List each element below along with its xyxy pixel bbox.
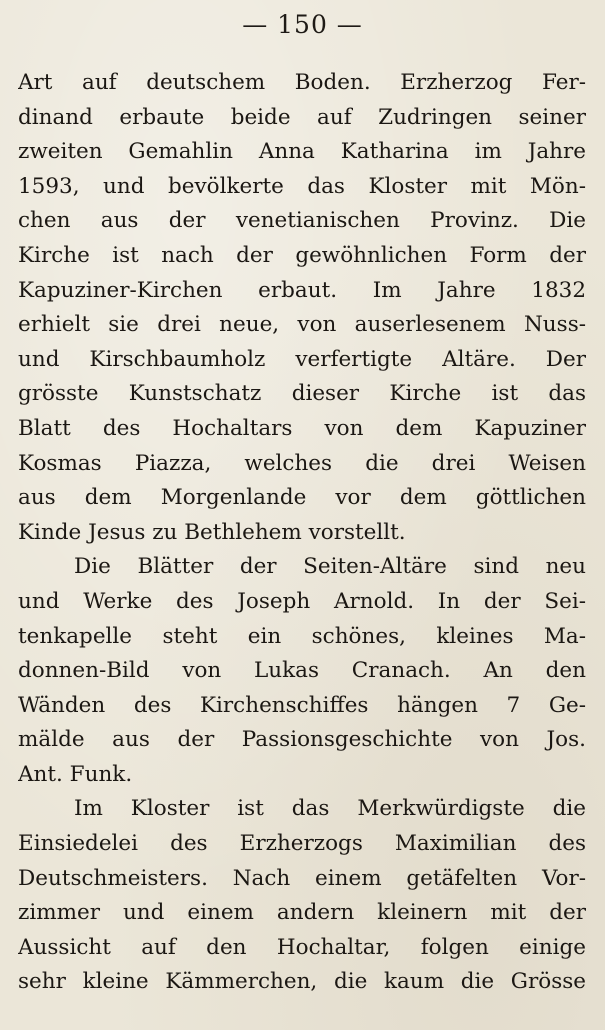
text-line: zweiten Gemahlin Anna Katharina im Jahre [18,139,586,165]
text-line: und Kirschbaumholz verfertigte Altäre. Der [18,346,586,372]
text-line: sehr kleine Kämmerchen, die kaum die Grösse [18,969,586,995]
text-line: Art auf deutschem Boden. Erzherzog Fer- [18,70,586,95]
text-line: Kosmas Piazza, welches die drei Weisen [18,450,586,476]
text-line: Aussicht auf den Hochaltar, folgen einige [18,934,586,960]
text-line: 1593, und bevölkerte das Kloster mit Mön- [18,173,586,199]
text-line: Kinde Jesus zu Bethlehem vorstellt. [18,519,406,545]
text-line: und Werke des Joseph Arnold. In der Sei- [18,588,586,614]
page-number-header: — 150 — [242,10,363,39]
text-line: Im Kloster ist das Merkwürdigste die [74,796,586,822]
text-line: erhielt sie drei neue, von auserlesenem Nuss- [18,312,586,338]
text-line: zimmer und einem andern kleinern mit der [18,900,586,926]
text-line: tenkapelle steht ein schönes, kleines Ma- [18,623,586,649]
text-line: Die Blätter der Seiten-Altäre sind neu [74,554,586,580]
text-line: dinand erbaute beide auf Zudringen seiner [18,104,586,130]
text-line: Blatt des Hochaltars von dem Kapuziner [18,415,586,441]
text-line: Ant. Funk. [18,761,133,787]
text-line: Wänden des Kirchenschiffes hängen 7 Ge- [18,692,586,718]
text-line: donnen-Bild von Lukas Cranach. An den [18,658,586,684]
text-line: Kirche ist nach der gewöhnlichen Form der [18,242,586,268]
text-line: Deutschmeisters. Nach einem getäfelten Vor- [18,865,586,891]
text-line: chen aus der venetianischen Provinz. Die [18,208,586,234]
text-line: grösste Kunstschatz dieser Kirche ist das [18,381,586,407]
text-line: aus dem Morgenlande vor dem göttlichen [18,485,586,511]
body-text [18,66,586,1000]
text-line: Einsiedelei des Erzherzogs Maximilian des [18,831,586,857]
text-line: Kapuziner-Kirchen erbaut. Im Jahre 1832 [18,277,586,303]
text-line: mälde aus der Passionsgeschichte von Jos. [18,727,586,753]
